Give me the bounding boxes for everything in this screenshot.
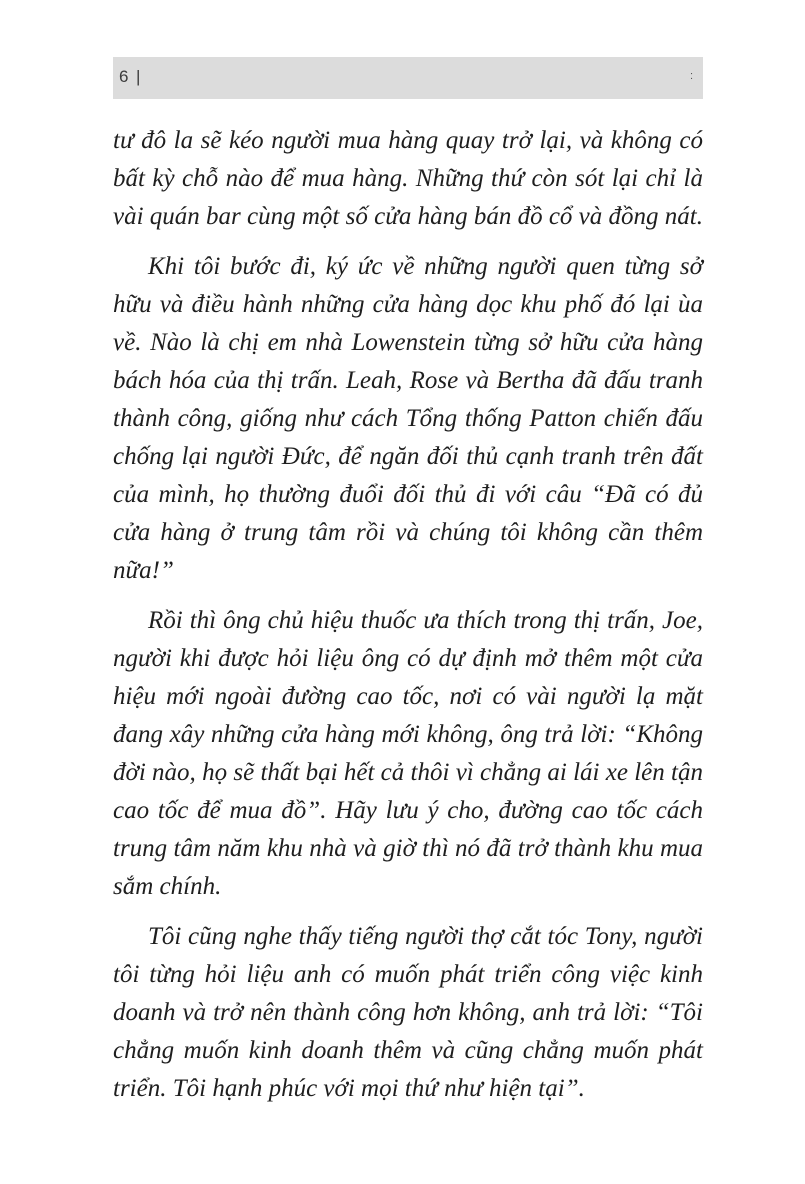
paragraph-1: tư đô la sẽ kéo người mua hàng quay trở lại, và không có bất kỳ chỗ nào để mua hàng. Những thứ còn sót lại chỉ là vài quán bar cùng một số cửa hàng bán đồ cổ và đồng nát.: [113, 127, 703, 230]
header-separator: |: [136, 67, 141, 86]
page-number: 6: [119, 67, 129, 86]
header-mark: :: [689, 70, 693, 82]
paragraph-2: Khi tôi bước đi, ký ức về những người quen từng sở hữu và điều hành những cửa hàng dọc khu phố đó lại ùa về. Nào là chị em nhà Lowenstein từng sở hữu cửa hàng bách hóa của thị trấn. Leah, Rose và Bertha đã đấu tranh thành công, giống như cách Tổng thống Patton chiến đấu chống lại người Đức, để ngăn đối thủ cạnh tranh trên đất của mình, họ thường đuổi đối thủ đi với câu “Đã có đủ cửa hàng ở trung tâm rồi và chúng tôi không cần thêm nữa!”: [113, 253, 703, 584]
paragraph-3: Rồi thì ông chủ hiệu thuốc ưa thích trong thị trấn, Joe, người khi được hỏi liệu ông có dự định mở thêm một cửa hiệu mới ngoài đường cao tốc, nơi có vài người lạ mặt đang xây những cửa hàng mới không, ông trả lời: “Không đời nào, họ sẽ thất bại hết cả thôi vì chẳng ai lái xe lên tận cao tốc để mua đồ”. Hãy lưu ý cho, đường cao tốc cách trung tâm năm khu nhà và giờ thì nó đã trở thành khu mua sắm chính.: [113, 607, 703, 900]
paragraph-4: Tôi cũng nghe thấy tiếng người thợ cắt tóc Tony, người tôi từng hỏi liệu anh có muốn phát triển công việc kinh doanh và trở nên thành công hơn không, anh trả lời: “Tôi chẳng muốn kinh doanh thêm và cũng chẳng muốn phát triển. Tôi hạnh phúc với mọi thứ như hiện tại”.: [113, 923, 703, 1102]
running-header: [113, 57, 703, 99]
body-text: [113, 122, 703, 1120]
